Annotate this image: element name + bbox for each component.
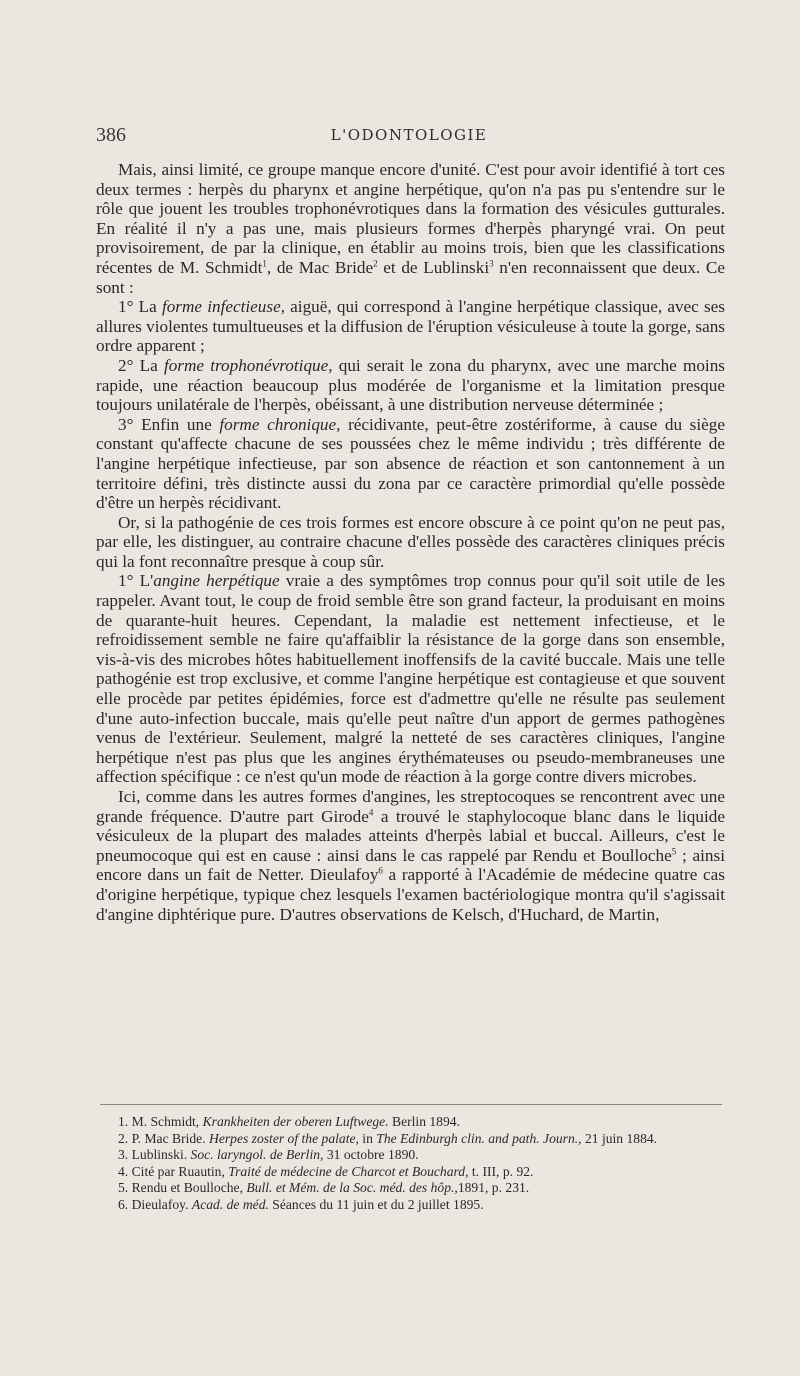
paragraph: 1° La forme infectieuse, aiguë, qui correspond à l'angine herpétique classique, avec ses allures violentes tumultueuses et la diffusion de l'éruption vésiculeuse à toute la gorge, sans ordre apparent ; bbox=[96, 297, 725, 356]
footnote-ref: 2 bbox=[373, 258, 378, 269]
footnote: 1. M. Schmidt, Krankheiten der oberen Luftwege. Berlin 1894. bbox=[118, 1114, 460, 1129]
paragraph: 3° Enfin une forme chronique, récidivante, peut-être zostériforme, à cause du siège constant qu'affecte chacune de ses poussées chez le même individu ; très différente de l'angine herpétique infectieuse, par son absence de réaction et son cantonnement à un territoire défini, très distincte aussi du zona par ce caractère primordial qu'elle possède d'être un herpès récidivant. bbox=[96, 414, 725, 513]
paragraph: Ici, comme dans les autres formes d'angines, les streptocoques se rencontrent avec une grande fréquence. D'autre part Girode$^4$ a trouvé le staphylocoque blanc dans le liquide vésiculeux de la plupart des malades atteints d'herpès labial et buccal. Ailleurs, c'est le pneumocoque qui est en cause : ainsi dans le cas rappelé par Rendu et Boulloche$^5$ ; ainsi encore dans un fait de Netter. Dieulafoy$^6$ a rapporté à l'Académie de médecine quatre cas d'origine herpétique, typique chez lesquels l'examen bactériologique montra qu'il s'agissait d'angine diphtérique pure. D'autres observations de Kelsch, d'Huchard, de Martin, bbox=[96, 787, 725, 924]
footnote-ref: 5 bbox=[671, 846, 677, 857]
footnote-ref: 3 bbox=[489, 258, 494, 269]
footnote-ref: 4 bbox=[368, 806, 374, 817]
footnote: 3. Lublinski. Soc. laryngol. de Berlin, 31 octobre 1890. bbox=[118, 1147, 419, 1163]
paragraph: 1° L'angine herpétique vraie a des symptômes trop connus pour qu'il soit utile de les rappeler. Avant tout, le coup de froid semble être son grand facteur, la produisant en moins de quarante-huit heures. Cependant, la maladie est nettement infectieuse, et le refroidissement semble ne faire qu'affaiblir la résistance de la gorge dans son ensemble, vis-à-vis des microbes hôtes habituellement inoffensifs de la cavité buccale. Mais une telle pathogénie est trop exclusive, et comme l'angine herpétique est contagieuse et que souvent elle procède par petites épidémies, force est d'admettre qu'elle ne résulte pas seulement d'une auto-infection buccale, mais qu'elle peut naître d'un apport de germes pathogènes venus de l'extérieur. Seulement, malgré la netteté de ses caractères cliniques, l'angine herpétique n'est pas plus que les angines érythémateuses ou pseudo-membraneuses une affection spécifique : ce n'est qu'un mode de réaction à la gorge contre divers microbes. bbox=[96, 571, 726, 787]
footnote-ref: 6 bbox=[378, 865, 383, 876]
footnote-divider bbox=[100, 1104, 722, 1105]
footnote: 5. Rendu et Boulloche, Bull. et Mém. de la Soc. méd. des hôp.,1891, p. 231. bbox=[118, 1180, 530, 1196]
footnote-ref: 1 bbox=[262, 258, 267, 269]
footnote: 6. Dieulafoy. Acad. de méd. Séances du 11 juin et du 2 juillet 1895. bbox=[118, 1196, 484, 1212]
main-text bbox=[96, 160, 725, 924]
paragraph: Mais, ainsi limité, ce groupe manque encore d'unité. C'est pour avoir identifié à tort ces deux termes : herpès du pharynx et angine herpétique, qu'on n'a pas pu s'entendre sur le rôle que jouent les troubles trophonévrotiques dans la formation des vésicules gutturales. En réalité il n'y a pas une, mais plusieurs formes d'herpès pharyngé vrai. On peut provisoirement, de par la clinique, en établir au moins trois, bien que les classifications récentes de M. Schmidt$^1$, de Mac Bride$^2$ et de Lublinski$^3$ n'en reconnaissent que deux. Ce sont : bbox=[96, 160, 725, 297]
page-number: 386 bbox=[96, 124, 126, 146]
paragraph: Or, si la pathogénie de ces trois formes est encore obscure à ce point qu'on ne peut pas, par elle, les distinguer, au contraire chacune d'elles possède des caractères cliniques précis qui la font reconnaître presque à coup sûr. bbox=[96, 512, 725, 571]
running-title: L'ODONTOLOGIE bbox=[330, 126, 488, 144]
footnote: 2. P. Mac Bride. Herpes zoster of the palate, in The Edinburgh clin. and path. Journ., 21 juin 1884. bbox=[118, 1130, 658, 1146]
footnotes bbox=[96, 1114, 725, 1214]
page-header bbox=[96, 124, 722, 152]
paragraph: 2° La forme trophonévrotique, qui serait le zona du pharynx, avec une marche moins rapide, une réaction beaucoup plus modérée de l'organisme et la limitation presque toujours unilatérale de l'herpès, obéissant, à une distribution nerveuse déterminée ; bbox=[96, 355, 725, 415]
footnote: 4. Cité par Ruautin, Traité de médecine de Charcot et Bouchard, t. III, p. 92. bbox=[118, 1163, 534, 1179]
